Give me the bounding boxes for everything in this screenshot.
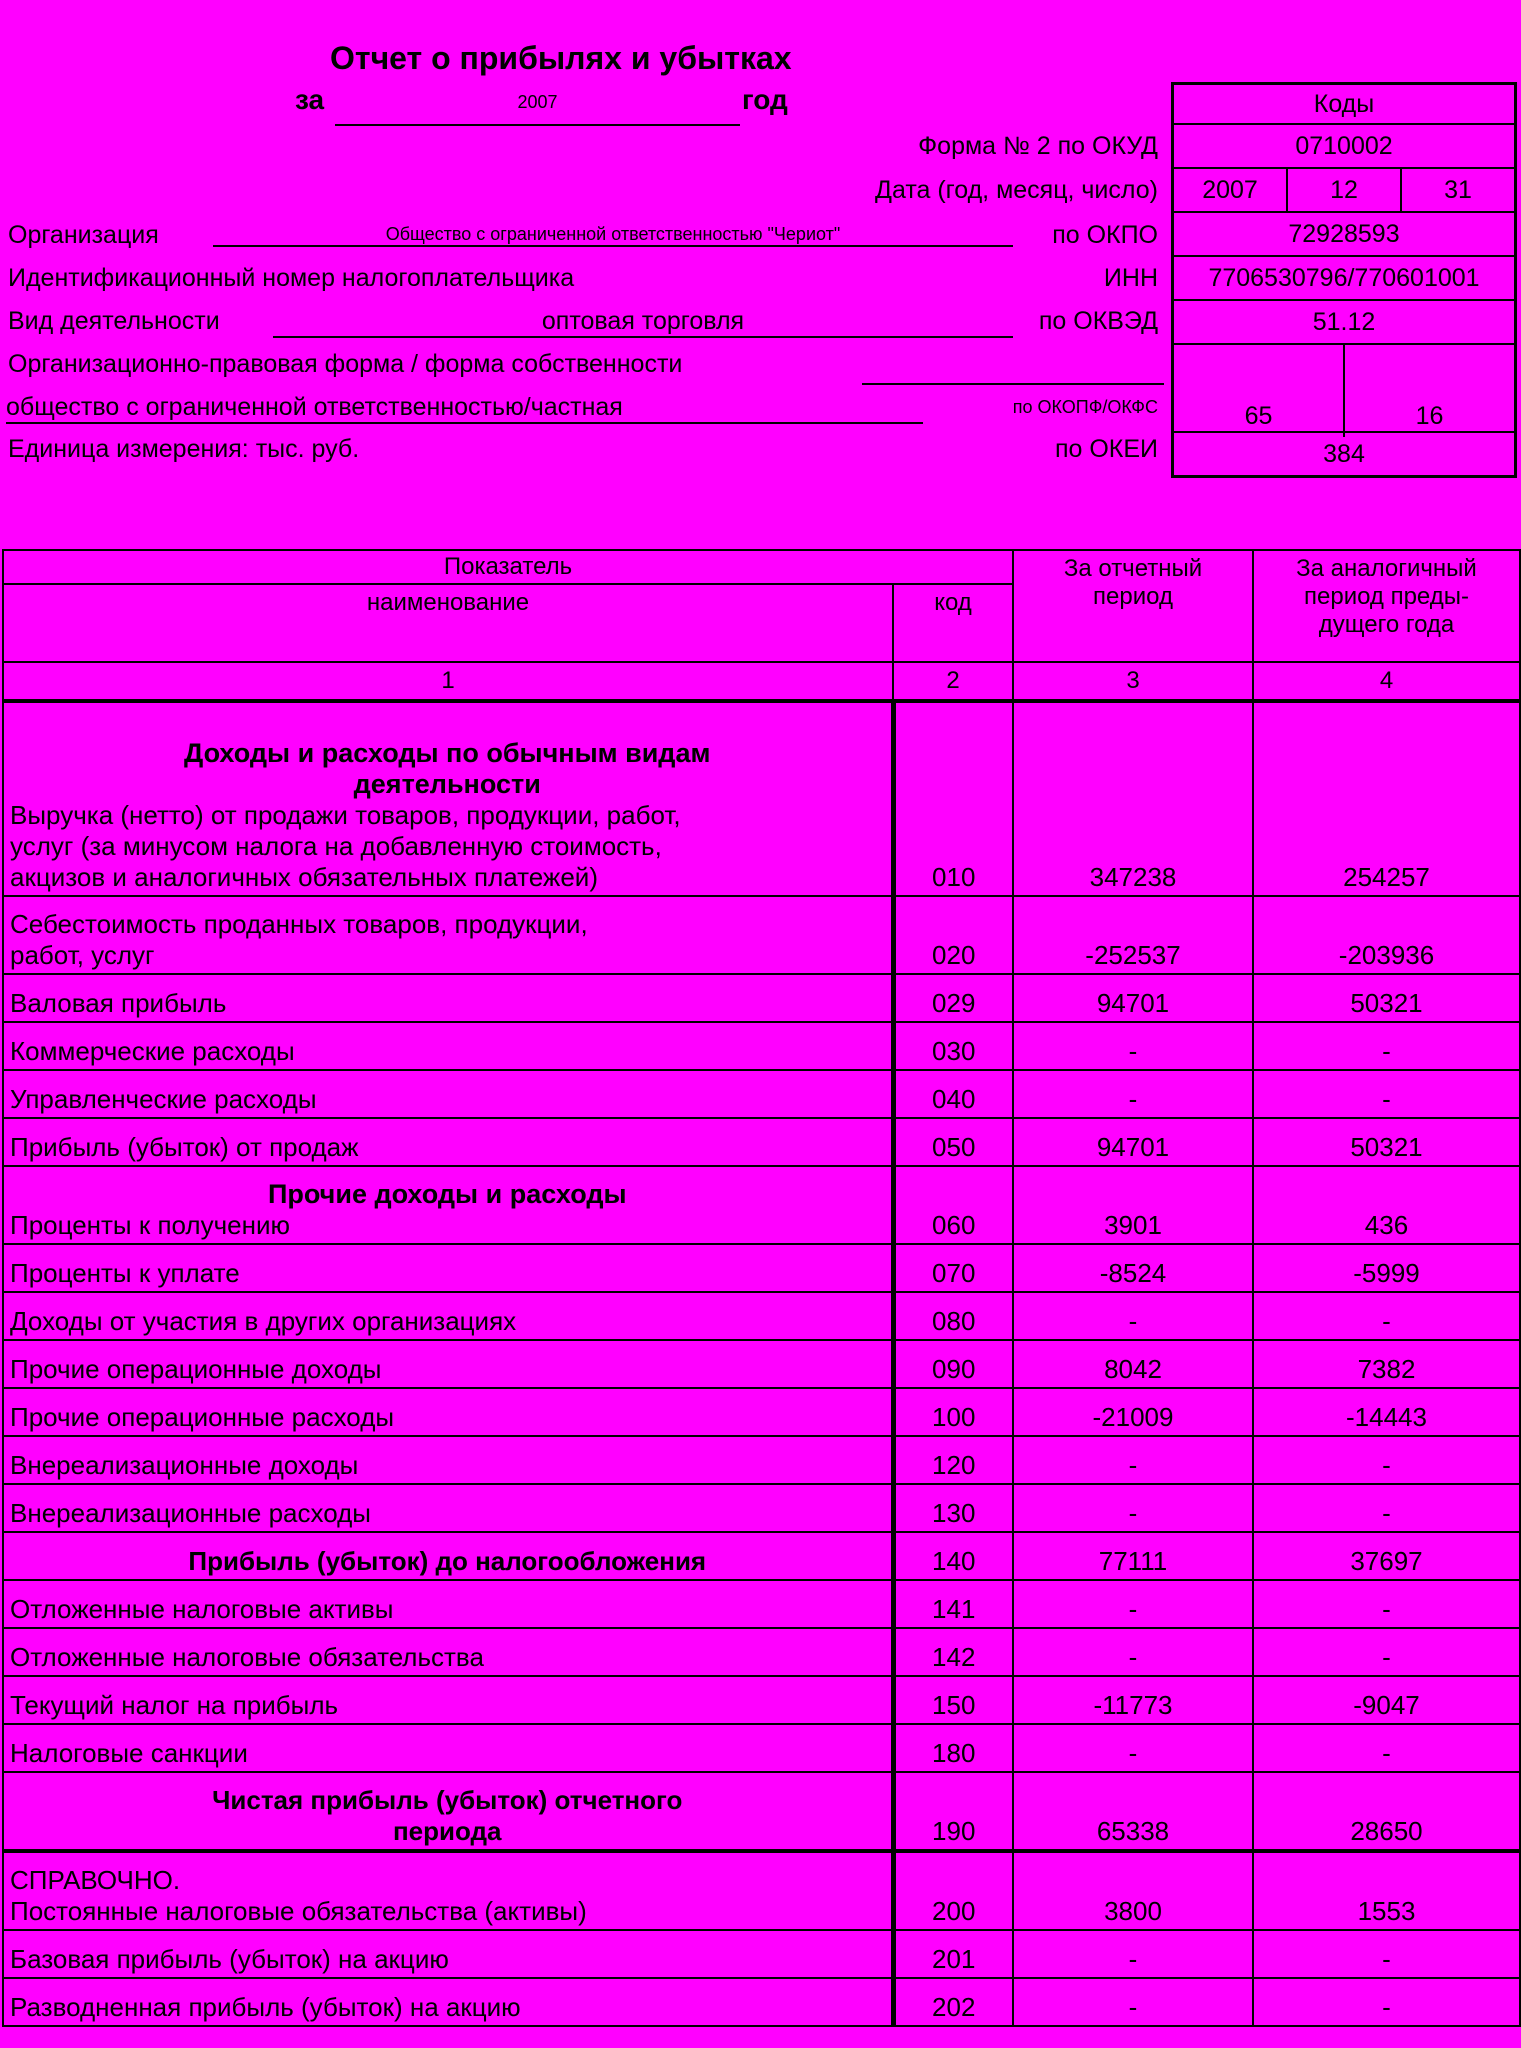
date-day-code: 31 bbox=[1400, 169, 1514, 211]
okved-code: 51.12 bbox=[1312, 307, 1376, 336]
table-row: СПРАВОЧНО. Постоянные налоговые обязательства (активы) 200 3800 1553 bbox=[3, 1851, 1520, 1930]
header-name: наименование bbox=[3, 584, 893, 662]
section-ordinary: Доходы и расходы по обычным видам деятельности bbox=[184, 738, 711, 799]
legal-form-value: общество с ограниченной ответственностью/частная bbox=[6, 393, 923, 424]
okei-code: 384 bbox=[1323, 439, 1365, 468]
table-row: Доходы и расходы по обычным видам деятельности Выручка (нетто) от продажи товаров, продукции, работ, услуг (за минусом налога на добавленную стоимость, акцизов и аналогичных обязательных платежей) 010 347238 254257 bbox=[3, 701, 1520, 896]
table-row: Текущий налог на прибыль 150 -11773 -9047 bbox=[3, 1676, 1520, 1724]
header-code: код bbox=[893, 584, 1013, 662]
table-row: Себестоимость проданных товаров, продукции, работ, услуг 020 -252537 -203936 bbox=[3, 896, 1520, 974]
table-row: Чистая прибыль (убыток) отчетного периода 190 65338 28650 bbox=[3, 1772, 1520, 1851]
table-row: Доходы от участия в других организациях 080 - - bbox=[3, 1292, 1520, 1340]
codes-header: Коды bbox=[1313, 89, 1375, 118]
col-num-2: 2 bbox=[893, 662, 1013, 701]
date-month-code: 12 bbox=[1286, 169, 1400, 211]
codes-box bbox=[1171, 82, 1517, 478]
okud-label: Форма № 2 по ОКУД bbox=[918, 132, 1158, 160]
table-row: Налоговые санкции 180 - - bbox=[3, 1724, 1520, 1772]
report-title: Отчет о прибылях и убытках bbox=[330, 40, 792, 76]
year-underline bbox=[335, 124, 740, 126]
col-num-1: 1 bbox=[3, 662, 893, 701]
section-reference: СПРАВОЧНО. bbox=[10, 1865, 181, 1895]
legal-form-underline bbox=[862, 383, 1164, 385]
table-row: Отложенные налоговые обязательства 142 - - bbox=[3, 1628, 1520, 1676]
year-suffix: год bbox=[742, 84, 788, 115]
header-indicator: Показатель bbox=[3, 550, 1013, 584]
unit-label: Единица измерения: тыс. руб. bbox=[8, 435, 360, 463]
table-row: Отложенные налоговые активы 141 - - bbox=[3, 1580, 1520, 1628]
table-row: Разводненная прибыль (убыток) на акцию 202 - - bbox=[3, 1978, 1520, 2026]
table-row: Проценты к уплате 070 -8524 -5999 bbox=[3, 1244, 1520, 1292]
income-statement-table bbox=[2, 549, 1521, 2027]
year-prefix: за bbox=[295, 84, 325, 115]
table-row: Прочие операционные расходы 100 -21009 -14443 bbox=[3, 1388, 1520, 1436]
table-row: Базовая прибыль (убыток) на акцию 201 - - bbox=[3, 1930, 1520, 1978]
okud-code: 0710002 bbox=[1295, 131, 1393, 160]
inn-code: 7706530796/770601001 bbox=[1208, 263, 1480, 292]
section-other: Прочие доходы и расходы bbox=[267, 1179, 627, 1209]
organization-label: Организация bbox=[8, 221, 159, 249]
date-year-code: 2007 bbox=[1202, 175, 1258, 204]
date-label: Дата (год, месяц, число) bbox=[875, 176, 1158, 204]
col-num-3: 3 bbox=[1013, 662, 1253, 701]
table-row: Внереализационные доходы 120 - - bbox=[3, 1436, 1520, 1484]
table-row: Прочие операционные доходы 090 8042 7382 bbox=[3, 1340, 1520, 1388]
report-year: 2007 bbox=[517, 92, 558, 112]
legal-form-label: Организационно-правовая форма / форма собственности bbox=[8, 350, 683, 378]
inn-code-label: ИНН bbox=[1103, 264, 1158, 292]
header-current: За отчетный период bbox=[1013, 550, 1253, 662]
col-num-4: 4 bbox=[1253, 662, 1520, 701]
table-row: Прочие доходы и расходы Проценты к получению 060 3901 436 bbox=[3, 1166, 1520, 1244]
inn-label: Идентификационный номер налогоплательщика bbox=[8, 264, 575, 292]
okved-label: по ОКВЭД bbox=[1038, 307, 1158, 335]
okopf-code: 65 bbox=[1244, 402, 1273, 430]
table-row: Коммерческие расходы 030 - - bbox=[3, 1022, 1520, 1070]
okpo-code: 72928593 bbox=[1288, 219, 1400, 248]
okei-label: по ОКЕИ bbox=[1054, 435, 1158, 463]
table-row: Прибыль (убыток) до налогообложения 140 77111 37697 bbox=[3, 1532, 1520, 1580]
table-row: Управленческие расходы 040 - - bbox=[3, 1070, 1520, 1118]
okfs-code: 16 bbox=[1343, 345, 1514, 437]
table-row: Прибыль (убыток) от продаж 050 94701 50321 bbox=[3, 1118, 1520, 1166]
okopf-label: по ОКОПФ/ОКФС bbox=[1012, 397, 1158, 417]
organization-value: Общество с ограниченной ответственностью "Чериот" bbox=[213, 224, 1013, 247]
okpo-label: по ОКПО bbox=[1052, 221, 1158, 249]
table-row: Внереализационные расходы 130 - - bbox=[3, 1484, 1520, 1532]
activity-label: Вид деятельности bbox=[8, 307, 220, 335]
table-row: Валовая прибыль 029 94701 50321 bbox=[3, 974, 1520, 1022]
activity-value: оптовая торговля bbox=[273, 307, 1013, 338]
header-previous: За аналогичный период преды- дущего года bbox=[1253, 550, 1520, 662]
